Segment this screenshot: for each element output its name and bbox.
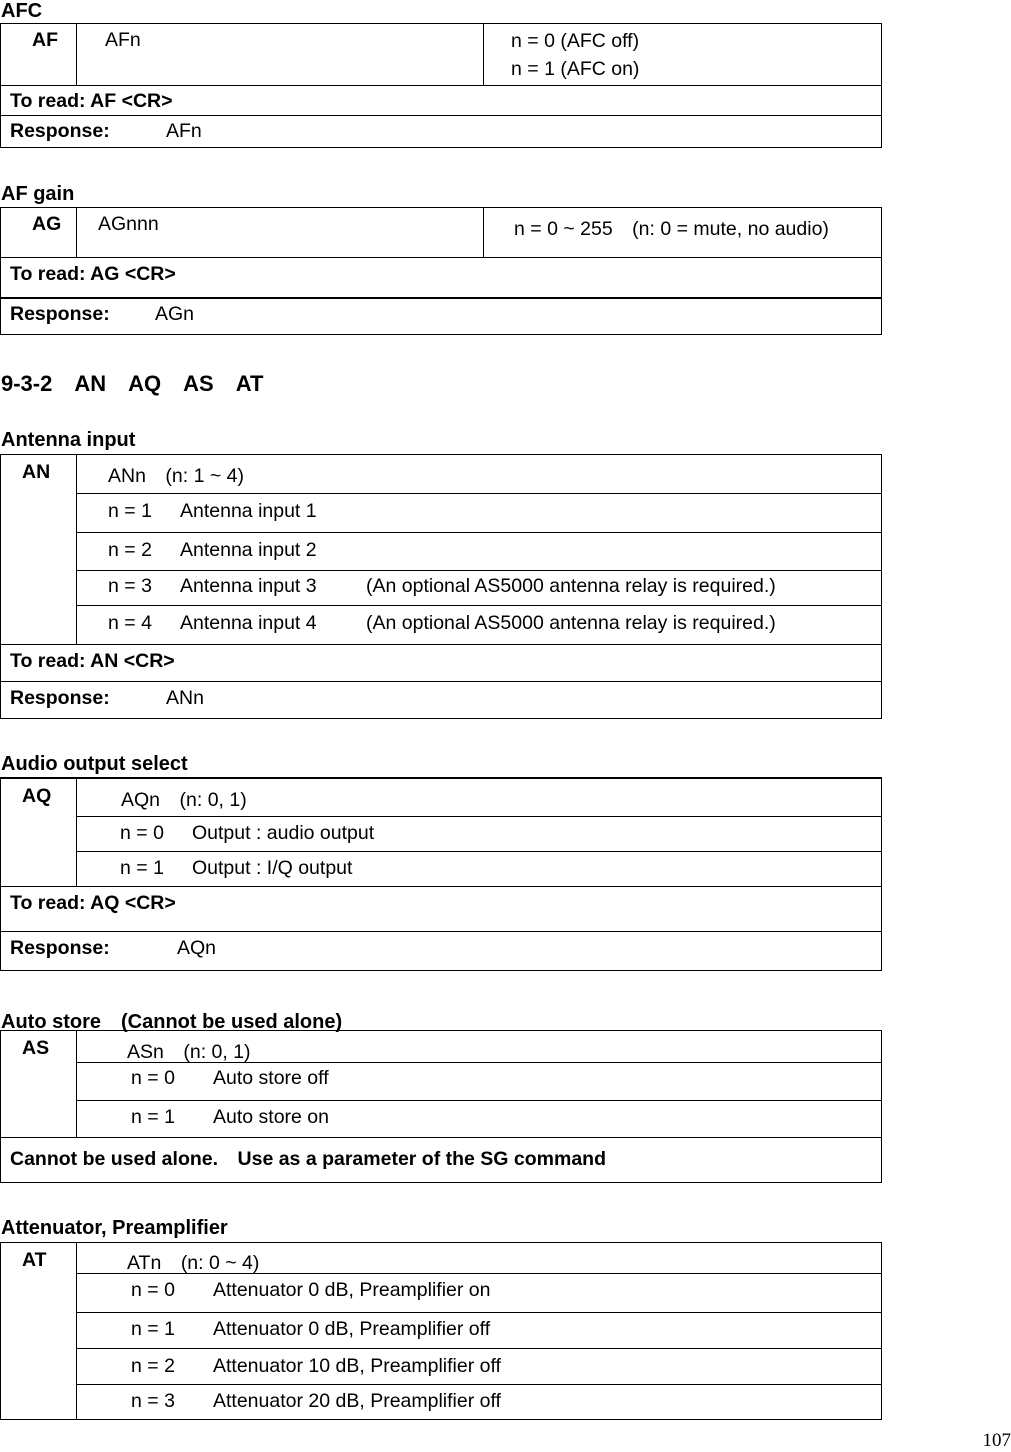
autostore-row-n: n = 0 <box>131 1067 175 1090</box>
antenna-format: ANn (n: 1 ~ 4) <box>108 460 244 488</box>
attenuator-row-desc: Attenuator 10 dB, Preamplifier off <box>213 1355 501 1378</box>
attenuator-format: ATn (n: 0 ~ 4) <box>127 1247 259 1275</box>
af-gain-format: AGnnn <box>98 213 159 236</box>
autostore-row-desc: Auto store off <box>213 1067 329 1090</box>
audio-code: AQ <box>22 785 51 808</box>
attenuator-heading: Attenuator, Preamplifier <box>1 1217 228 1240</box>
antenna-heading: Antenna input <box>1 429 135 452</box>
autostore-note: Cannot be used alone. Use as a parameter of the SG command <box>10 1143 606 1171</box>
attenuator-row-desc: Attenuator 0 dB, Preamplifier off <box>213 1318 490 1341</box>
antenna-row-note: (An optional AS5000 antenna relay is required.) <box>366 612 776 635</box>
afc-code: AF <box>32 29 58 52</box>
audio-row-desc: Output : audio output <box>192 822 374 845</box>
antenna-row-n: n = 3 <box>108 575 152 598</box>
audio-to-read: To read: AQ <CR> <box>10 892 176 915</box>
af-gain-response-label: Response: <box>10 303 110 326</box>
autostore-code: AS <box>22 1037 49 1060</box>
af-gain-code: AG <box>32 213 61 236</box>
attenuator-row-n: n = 3 <box>131 1390 175 1413</box>
audio-response-label: Response: <box>10 937 110 960</box>
afc-response-value: AFn <box>166 120 202 143</box>
autostore-row-n: n = 1 <box>131 1106 175 1129</box>
antenna-row-n: n = 2 <box>108 539 152 562</box>
attenuator-row-desc: Attenuator 20 dB, Preamplifier off <box>213 1390 501 1413</box>
autostore-heading: Auto store (Cannot be used alone) <box>1 1005 342 1034</box>
antenna-row-n: n = 4 <box>108 612 152 635</box>
afc-format: AFn <box>105 29 141 52</box>
page-number: 107 <box>983 1430 1011 1452</box>
antenna-response-value: ANn <box>166 687 204 710</box>
antenna-code: AN <box>22 461 50 484</box>
antenna-response-label: Response: <box>10 687 110 710</box>
audio-row-n: n = 0 <box>120 822 164 845</box>
antenna-row-desc: Antenna input 4 <box>180 612 317 635</box>
attenuator-row-n: n = 2 <box>131 1355 175 1378</box>
afc-response-label: Response: <box>10 120 110 143</box>
attenuator-row-n: n = 1 <box>131 1318 175 1341</box>
af-gain-value: n = 0 ~ 255 (n: 0 = mute, no audio) <box>514 213 829 241</box>
af-gain-to-read: To read: AG <CR> <box>10 263 176 286</box>
attenuator-row-n: n = 0 <box>131 1279 175 1302</box>
antenna-row-n: n = 1 <box>108 500 152 523</box>
antenna-row-note: (An optional AS5000 antenna relay is required.) <box>366 575 776 598</box>
antenna-row-desc: Antenna input 2 <box>180 539 317 562</box>
afc-heading: AFC <box>1 0 42 23</box>
audio-row-n: n = 1 <box>120 857 164 880</box>
antenna-to-read: To read: AN <CR> <box>10 650 175 673</box>
autostore-format: ASn (n: 0, 1) <box>127 1036 251 1064</box>
antenna-row-desc: Antenna input 1 <box>180 500 317 523</box>
audio-row-desc: Output : I/Q output <box>192 857 352 880</box>
attenuator-row-desc: Attenuator 0 dB, Preamplifier on <box>213 1279 491 1302</box>
af-gain-heading: AF gain <box>1 183 74 206</box>
afc-value-1: n = 1 (AFC on) <box>511 58 639 81</box>
antenna-row-desc: Antenna input 3 <box>180 575 317 598</box>
afc-value-0: n = 0 (AFC off) <box>511 30 639 53</box>
afc-to-read: To read: AF <CR> <box>10 90 173 113</box>
section-title: 9-3-2 AN AQ AS AT <box>1 367 263 398</box>
autostore-row-desc: Auto store on <box>213 1106 329 1129</box>
af-gain-response-value: AGn <box>155 303 194 326</box>
attenuator-code: AT <box>22 1249 47 1272</box>
audio-response-value: AQn <box>177 937 216 960</box>
audio-format: AQn (n: 0, 1) <box>121 784 247 812</box>
audio-heading: Audio output select <box>1 753 188 776</box>
